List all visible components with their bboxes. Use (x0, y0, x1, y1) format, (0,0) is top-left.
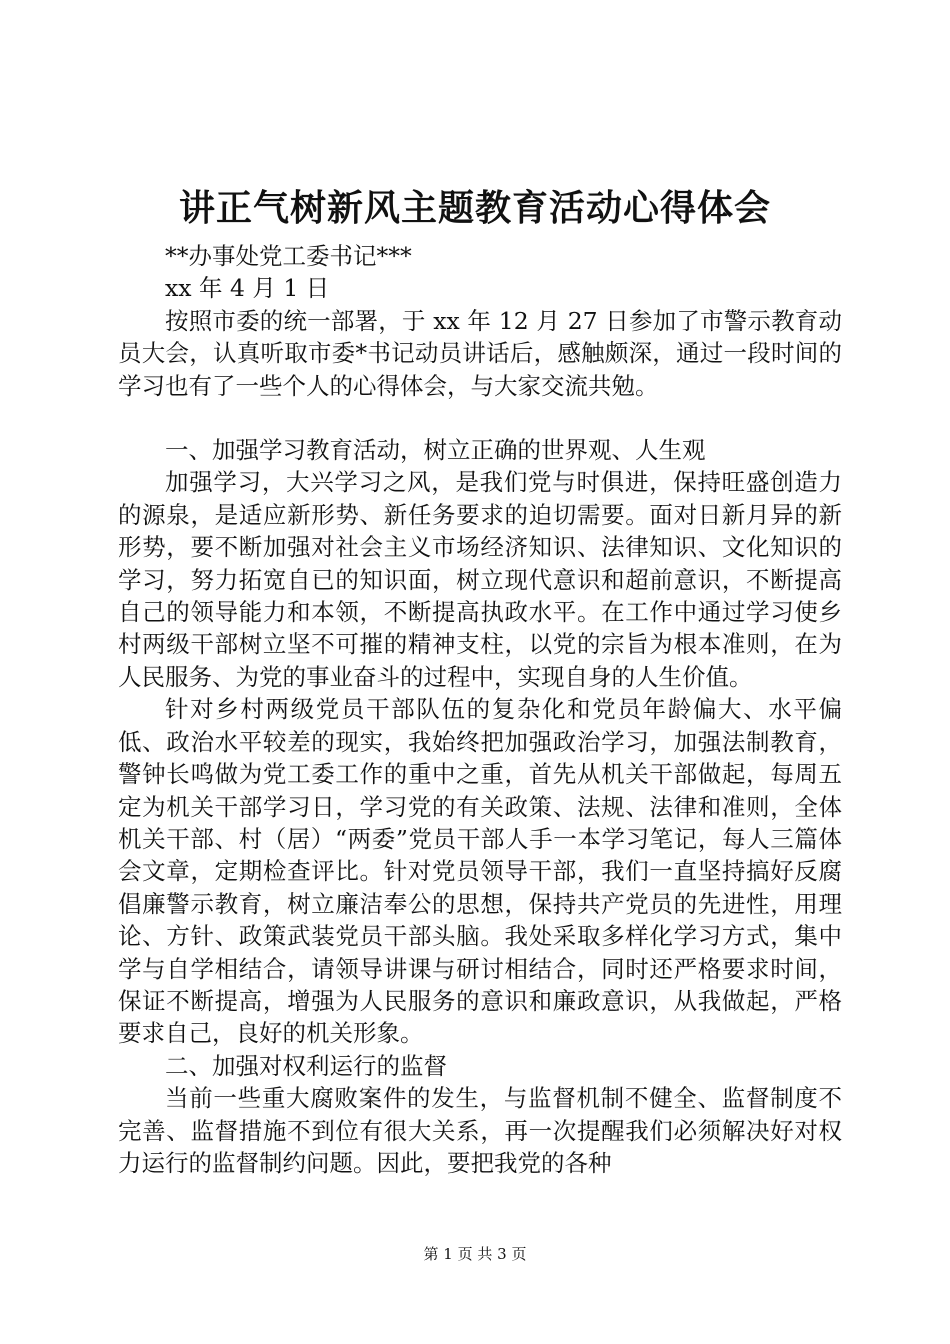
section-heading-2: 二、加强对权利运行的监督 (165, 1051, 447, 1080)
body-paragraph: 当前一些重大腐败案件的发生，与监督机制不健全、监督制度不完善、监督措施不到位有很大关系，再一次提醒我们必须解决好对权力运行的监督制约问题。因此，要把我党的各种 (118, 1084, 842, 1177)
document-title: 讲正气树新风主题教育活动心得体会 (178, 187, 771, 229)
date-line: xx 年 4 月 1 日 (165, 274, 330, 303)
body-paragraph: 针对乡村两级党员干部队伍的复杂化和党员年龄偏大、水平偏低、政治水平较差的现实，我始终把加强政治学习，加强法制教育，警钟长鸣做为党工委工作的重中之重，首先从机关干部做起，每周五定为机关干部学习日，学习党的有关政策、法规、法律和准则，全体机关干部、村（居）“两委”党员干部人手一本学习笔记，每人三篇体会文章，定期检查评比。针对党员领导干部，我们一直坚持搞好反腐倡廉警示教育，树立廉洁奉公的思想，保持共产党员的先进性，用理论、方针、政策武装党员干部头脑。我处采取多样化学习方式，集中学与自学相结合，请领导讲课与研讨相结合，同时还严格要求时间，保证不断提高，增强为人民服务的意识和廉政意识，从我做起，严格要求自己，良好的机关形象。 (118, 695, 842, 1048)
document-body (118, 240, 842, 1179)
intro-paragraph: 按照市委的统一部署，于 xx 年 12 月 27 日参加了市警示教育动员大会，认真听取市委*书记动员讲话后，感触颇深，通过一段时间的学习也有了一些个人的心得体会，与大家交流共勉。 (118, 306, 842, 400)
section-heading-1: 一、加强学习教育活动，树立正确的世界观、人生观 (165, 436, 706, 465)
page-footer: 第 1 页 共 3 页 (423, 1245, 527, 1263)
body-paragraph: 加强学习，大兴学习之风，是我们党与时俱进，保持旺盛创造力的源泉，是适应新形势、新任务要求的迫切需要。面对日新月异的新形势，要不断加强对社会主义市场经济知识、法律知识、文化知识的学习，努力拓宽自已的知识面，树立现代意识和超前意识，不断提高自己的领导能力和本领，不断提高执政水平。在工作中通过学习使乡村两级干部树立坚不可摧的精神支柱，以党的宗旨为根本准则，在为人民服务、为党的事业奋斗的过程中，实现自身的人生价值。 (118, 468, 842, 691)
author-line: **办事处党工委书记*** (165, 242, 412, 270)
